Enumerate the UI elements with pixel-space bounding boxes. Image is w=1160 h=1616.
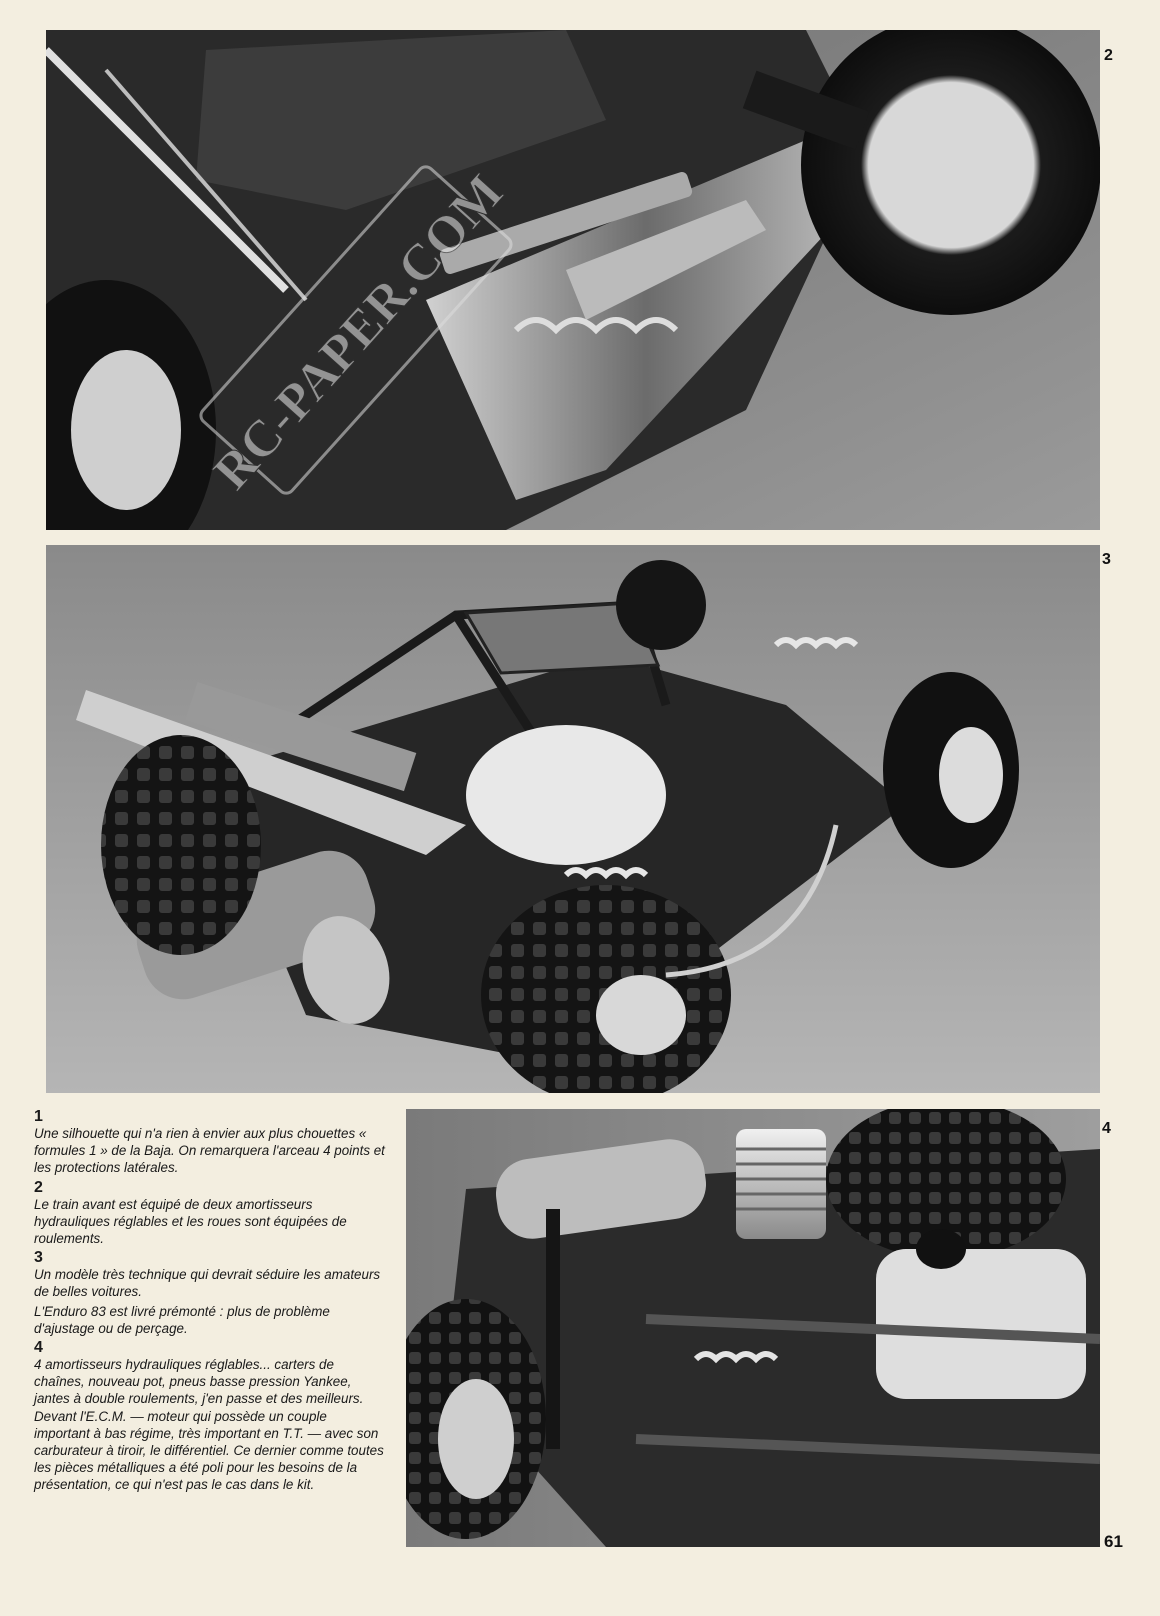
- caption-4: [34, 1339, 386, 1494]
- caption-number: 4: [34, 1339, 43, 1357]
- svg-text:RC-PAPER.COM: RC-PAPER.COM: [202, 163, 515, 501]
- caption-3: [34, 1249, 386, 1337]
- caption-number: 3: [34, 1249, 43, 1267]
- photo-front-suspension: [46, 30, 1100, 530]
- caption-text: 4 amortisseurs hydrauliques réglables... carters de chaînes, nouveau pot, pneus basse pression Yankee, jantes à double roulements, j'en passe et des meilleurs. Devant l'E.C.M. — moteur qui possède un couple important à bas régime, très important en T.T. — avec son carburateur à tiroir, le différentiel. Ce dernier comme toutes les pièces métalliques a été poli pour les besoins de la présentation, ce qui n'est pas le cas dans le kit.: [34, 1357, 384, 1493]
- caption-text-continued: L'Enduro 83 est livré prémonté : plus de problème d'ajustage ou de perçage.: [34, 1303, 330, 1336]
- caption-column: [34, 1106, 386, 1496]
- figure-number-3: 3: [1102, 551, 1111, 568]
- page-number: 61: [1104, 1532, 1123, 1551]
- figure-number-4: 4: [1102, 1120, 1111, 1137]
- photo-engine-rear-image: [406, 1109, 1100, 1547]
- photo-full-car: [46, 545, 1100, 1093]
- caption-number: 2: [34, 1178, 43, 1196]
- caption-2: [34, 1179, 386, 1248]
- caption-1: [34, 1108, 386, 1177]
- photo-full-car-image: [46, 545, 1100, 1093]
- photo-engine-rear: [406, 1109, 1100, 1547]
- watermark-seal: [46, 30, 1100, 530]
- caption-text: Le train avant est équipé de deux amortisseurs hydrauliques réglables et les roues sont équipées de roulements.: [34, 1196, 347, 1247]
- caption-text: Un modèle très technique qui devrait séduire les amateurs de belles voitures.: [34, 1267, 381, 1300]
- caption-text: Une silhouette qui n'a rien à envier aux plus chouettes « formules 1 » de la Baja. On remarquera l'arceau 4 points et les protections latérales.: [34, 1126, 385, 1176]
- figure-number-2: 2: [1104, 47, 1113, 64]
- caption-number: 1: [34, 1108, 43, 1125]
